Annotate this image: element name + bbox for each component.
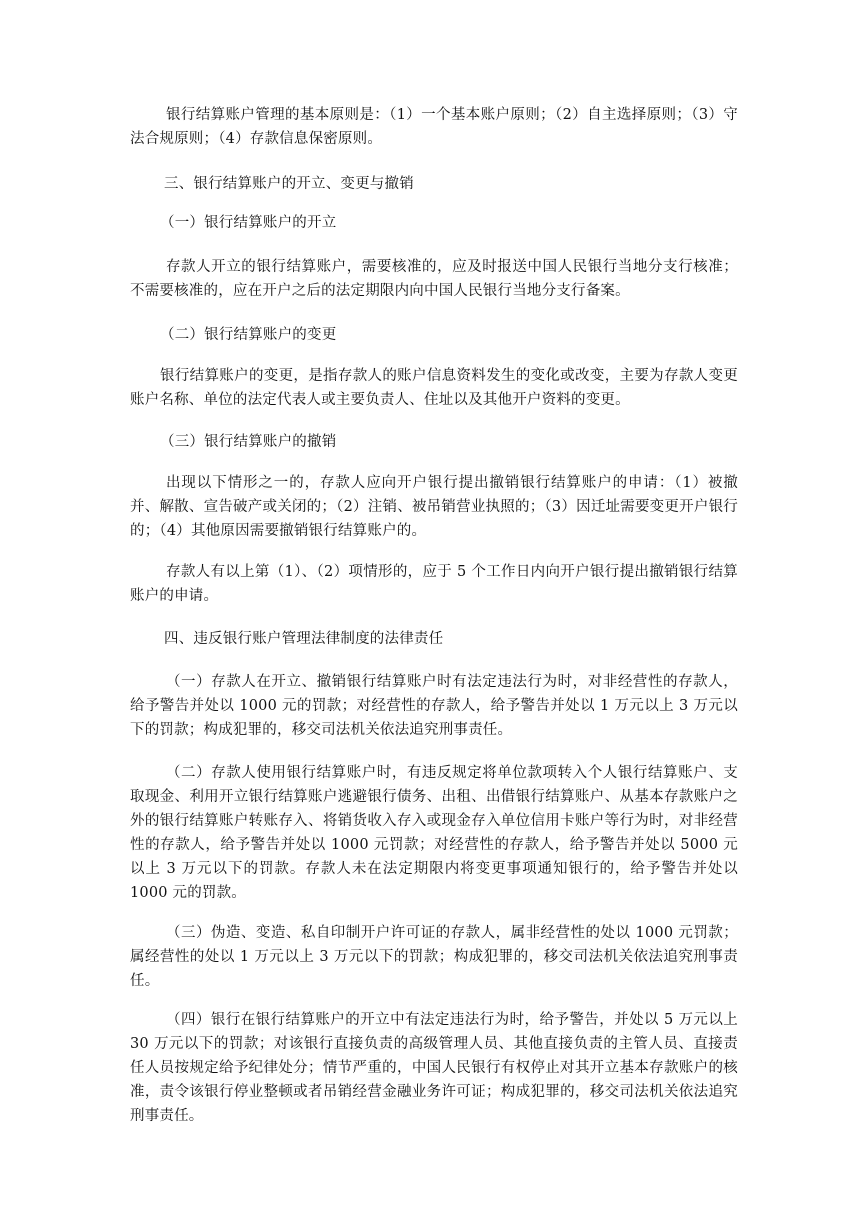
paragraph-liability-2: （二）存款人使用银行结算账户时，有违反规定将单位款项转入个人银行结算账户、支取现金、利用开立银行结算账户逃避银行债务、出租、出借银行结算账户、从基本存款账户之外的银行结算账户转账存入、将销货收入存入或现金存入单位信用卡账户等行为时，对非经营性的存款人，给予警告并处以 1000 元罚款；对经营性的存款人，给予警告并处以 5000 元以上 3 万元以下的罚款。存款人未在法定期限内将变更事项通知银行的，给予警告并处以 1000 元的罚款。 [130,765,738,901]
section-heading-4: 四、违反银行账户管理法律制度的法律责任 [164,631,444,647]
subsection-heading-change: （二）银行结算账户的变更 [160,327,337,343]
paragraph-liability-1: （一）存款人在开立、撤销银行结算账户时有法定违法行为时，对非经营性的存款人，给予警告并处以 1000 元的罚款；对经营性的存款人，给予警告并处以 1 万元以上 3 万元以下的罚款；构成犯罪的，移交司法机关依法追究刑事责任。 [130,674,738,738]
paragraph-principles: 银行结算账户管理的基本原则是：（1）一个基本账户原则；（2）自主选择原则；（3）守法合规原则；（4）存款信息保密原则。 [130,107,738,147]
subsection-heading-cancel: （三）银行结算账户的撤销 [160,434,337,450]
section-heading-3: 三、银行结算账户的开立、变更与撤销 [164,176,414,192]
paragraph-liability-4: （四）银行在银行结算账户的开立中有法定违法行为时，给予警告，并处以 5 万元以上 30 万元以下的罚款；对该银行直接负责的高级管理人员、其他直接负责的主管人员、直接责任人员按规定给予纪律处分；情节严重的，中国人民银行有权停止对其开立基本存款账户的核准，责令该银行停业整顿或者吊销经营金融业务许可证；构成犯罪的，移交司法机关依法追究刑事责任。 [130,1012,738,1124]
paragraph-cancel-conditions: 出现以下情形之一的，存款人应向开户银行提出撤销银行结算账户的申请：（1）被撤并、解散、宣告破产或关闭的；（2）注销、被吊销营业执照的；（3）因迁址需要变更开户银行的；（4）其他原因需要撤销银行结算账户的。 [130,475,738,539]
paragraph-cancel-deadline: 存款人有以上第（1）、（2）项情形的，应于 5 个工作日内向开户银行提出撤销银行结算账户的申请。 [130,564,738,604]
paragraph-open: 存款人开立的银行结算账户，需要核准的，应及时报送中国人民银行当地分支行核准；不需要核准的，应在开户之后的法定期限内向中国人民银行当地分支行备案。 [130,259,738,299]
paragraph-liability-3: （三）伪造、变造、私自印制开户许可证的存款人，属非经营性的处以 1000 元罚款；属经营性的处以 1 万元以上 3 万元以下的罚款；构成犯罪的，移交司法机关依法追究刑事责任。 [130,925,738,989]
subsection-heading-open: （一）银行结算账户的开立 [160,215,337,231]
paragraph-change: 银行结算账户的变更，是指存款人的账户信息资料发生的变化或改变，主要为存款人变更账户名称、单位的法定代表人或主要负责人、住址以及其他开户资料的变更。 [130,368,738,408]
